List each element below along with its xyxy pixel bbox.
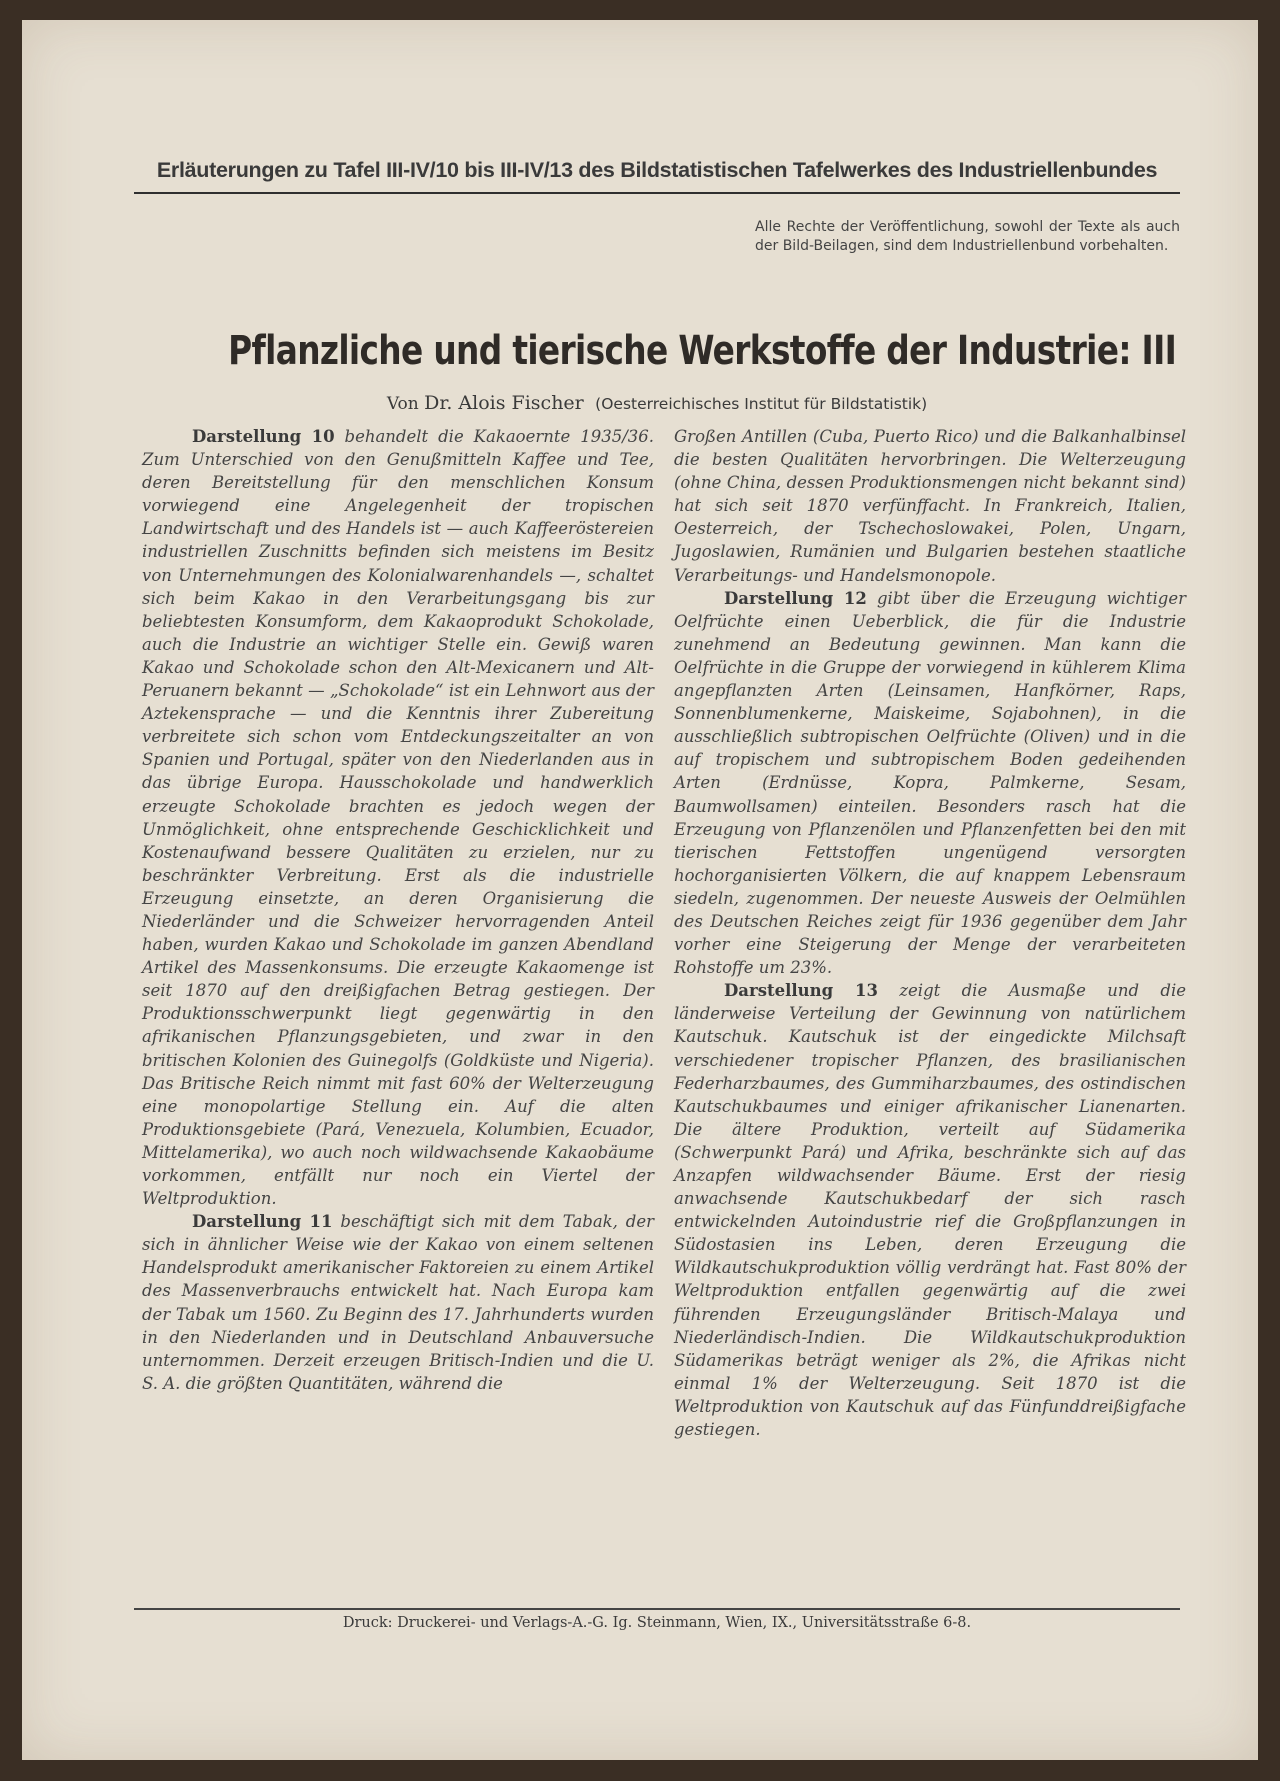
paragraph-text: zeigt die Ausmaße und die länderweise Verteilung der Gewinnung von natürlichem Kautschuk. Kautschuk ist der eingedickte Milchsaft verschiedener tropischer Pflanzen, des brasilianischen Federharzbaumes, des Gummiharzbaumes, des ostindischen Kautschukbaumes und einiger afrikanischer Lianenarten. Die ältere Produktion, verteilt auf Südamerika (Schwerpunkt Pará) und Afrika, beschränkte sich auf das Anzapfen wildwachsender Bäume. Erst der riesig anwachsende Kautschukbedarf der sich rasch entwickelnden Autoindustrie rief die Großpflanzungen in Südostasien ins Leben, deren Erzeugung die Wildkautschukproduktion völlig verdrängt hat. Fast 80% der Weltproduktion entfallen gegenwärtig auf die zwei führenden Erzeugungsländer Britisch-Malaya und Niederländisch-Indien. Die Wildkautschukproduktion Südamerikas beträgt weniger als 2%, die Afrikas nicht einmal 1% der Welterzeugung. Seit 1870 ist die Weltproduktion von Kautschuk auf das Fünfunddreißigfache gestiegen.: [674, 981, 1186, 1440]
paragraph-text: beschäftigt sich mit dem Tabak, der sich in ähnlicher Weise wie der Kakao von einem seltenen Handelsprodukt amerikanischer Faktoreien zu einem Artikel des Massenverbrauchs entwickelt hat. Nach Europa kam der Tabak um 1560. Zu Beginn des 17. Jahrhunderts wurden in den Niederlanden und in Deutschland Anbauversuche unternommen. Derzeit erzeugen Britisch-Indien und die U. S. A. die größten Quantitäten, während die: [142, 1212, 655, 1393]
byline-prefix: Von: [386, 394, 419, 414]
right-column: [674, 425, 1186, 1441]
paragraph-darstellung-10: [142, 425, 654, 1210]
paragraph-lead: Darstellung 11: [192, 1212, 333, 1232]
footer-rule: [134, 1608, 1180, 1610]
paragraph-darstellung-12: [674, 587, 1186, 980]
left-column: [142, 425, 654, 1395]
printer-imprint: Druck: Druckerei- und Verlags-A.-G. Ig. Steinmann, Wien, IX., Universitätsstraße 6-8.: [342, 1615, 972, 1631]
header-rule: [134, 192, 1180, 194]
paragraph-lead: Darstellung 13: [724, 981, 878, 1001]
document-page: [22, 20, 1258, 1760]
paragraph-text: gibt über die Erzeugung wichtiger Oelfrüchte einen Ueberblick, die für die Industrie zunehmend an Bedeutung gewinnen. Man kann die Oelfrüchte in die Gruppe der vorwiegend in kühlerem Klima angepflanzten Arten (Leinsamen, Hanfkörner, Raps, Sonnenblumenkerne, Maiskeime, Sojabohnen), in die ausschließlich subtropischen Oelfrüchte (Oliven) und in die auf tropischem und subtropischem Boden gedeihenden Arten (Erdnüsse, Kopra, Palmkerne, Sesam, Baumwollsamen) einteilen. Besonders rasch hat die Erzeugung von Pflanzenölen und Pflanzenfetten bei den mit tierischen Fettstoffen ungenügend versorgten hochorganisierten Völkern, die auf knappem Lebensraum siedeln, zugenommen. Der neueste Ausweis der Oelmühlen des Deutschen Reiches zeigt für 1936 gegenüber dem Jahr vorher eine Steigerung der Menge der verarbeiteten Rohstoffe um 23%.: [674, 588, 1186, 978]
paragraph-lead: Darstellung 12: [724, 588, 867, 608]
paragraph-darstellung-13: [674, 979, 1186, 1441]
article-title: Pflanzliche und tierische Werkstoffe der Industrie: III: [228, 328, 1177, 374]
author-institution: (Oesterreichisches Institut für Bildstatistik): [595, 395, 928, 413]
series-header: Erläuterungen zu Tafel III-IV/10 bis III-IV/13 des Bildstatistischen Tafelwerkes des Industriellenbundes: [156, 158, 1158, 182]
rights-notice: Alle Rechte der Veröffentlichung, sowohl der Texte als auch der Bild-Beilagen, sind dem Industriellenbund vorbehalten.: [755, 219, 1180, 254]
paragraph-darstellung-11-continued: Großen Antillen (Cuba, Puerto Rico) und die Balkanhalbinsel die besten Qualitäten hervorbringen. Die Welterzeugung (ohne China, dessen Produktionsmengen nicht bekannt sind) hat sich seit 1870 verfünffacht. In Frankreich, Italien, Oesterreich, der Tschechoslowakei, Polen, Ungarn, Jugoslawien, Rumänien und Bulgarien bestehen staatliche Verarbeitungs- und Handelsmonopole.: [674, 427, 1186, 585]
author-name: Dr. Alois Fischer: [424, 392, 584, 414]
paragraph-darstellung-11: [142, 1210, 654, 1395]
paragraph-text: behandelt die Kakaoernte 1935/36. Zum Unterschied von den Genußmitteln Kaffee und Tee, deren Bereitstellung für den menschlichen Konsum vorwiegend eine Angelegenheit der tropischen Landwirtschaft und des Handels ist — auch Kaffeeröstereien industriellen Zuschnitts befinden sich meistens im Besitz von Unternehmungen des Kolonialwarenhandels —, schaltet sich beim Kakao in den Verarbeitungsgang bis zur beliebtesten Konsumform, dem Kakaoprodukt Schokolade, auch die Industrie an wichtiger Stelle ein. Gewiß waren Kakao und Schokolade schon den Alt-Mexicanern und Alt-Peruanern bekannt — „Schokolade“ ist ein Lehnwort aus der Aztekensprache — und die Kenntnis ihrer Zubereitung verbreitete sich schon vom Entdeckungszeitalter an von Spanien und Portugal, später von den Niederlanden aus in das übrige Europa. Hausschokolade und handwerklich erzeugte Schokolade brachten es jedoch wegen der Unmöglichkeit, ohne entsprechende Geschicklichkeit und Kostenaufwand bessere Qualitäten zu erzielen, nur zu beschränkter Verbreitung. Erst als die industrielle Erzeugung einsetzte, an deren Organisierung die Niederländer und die Schweizer hervorragenden Anteil haben, wurden Kakao und Schokolade im ganzen Abendland Artikel des Massenkonsums. Die erzeugte Kakaomenge ist seit 1870 auf den dreißigfachen Betrag gestiegen. Der Produktionsschwerpunkt liegt gegenwärtig in den afrikanischen Pflanzungsgebieten, und zwar in den britischen Kolonien des Guinegolfs (Goldküste und Nigeria). Das Britische Reich nimmt mit fast 60% der Welterzeugung eine monopolartige Stellung ein. Auf die alten Produktionsgebiete (Pará, Venezuela, Kolumbien, Ecuador, Mittelamerika), wo auch noch wildwachsende Kakaobäume vorkommen, entfällt nur noch ein Viertel der Weltproduktion.: [142, 427, 654, 1209]
paragraph-lead: Darstellung 10: [192, 427, 335, 446]
byline: [134, 392, 1180, 414]
